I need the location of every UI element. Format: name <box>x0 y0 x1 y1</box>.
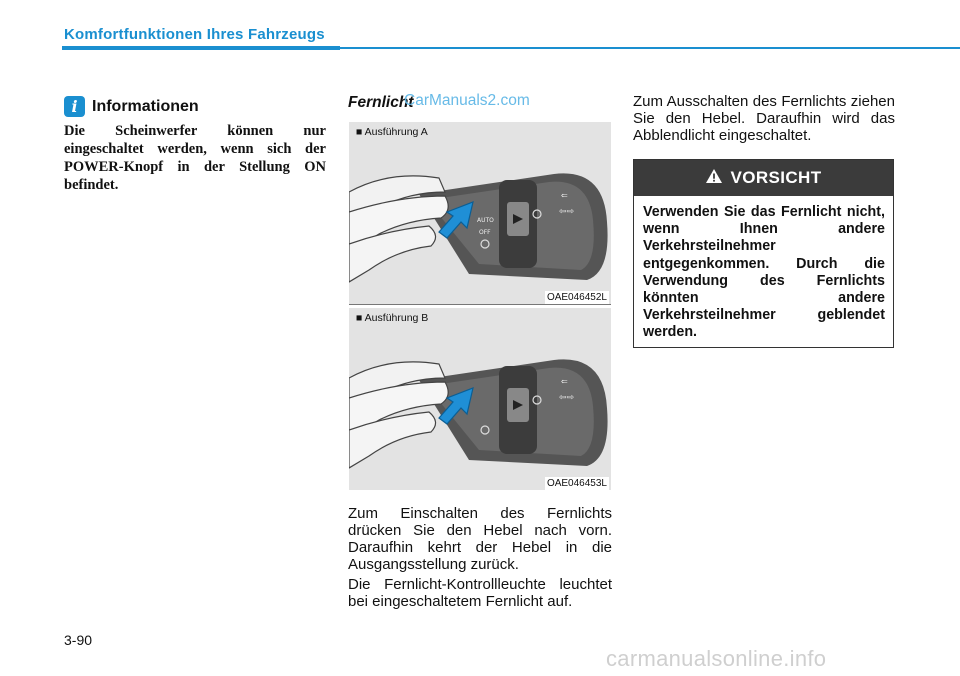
info-title: Informationen <box>92 97 199 115</box>
info-icon: i <box>64 96 85 117</box>
svg-text:⇐: ⇐ <box>561 191 568 200</box>
figure-version-b <box>349 308 611 490</box>
paragraph-high-beam-off: Zum Ausschalten des Fernlichts ziehen Sie den Hebel. Daraufhin wird das Abblendlicht eingeschaltet. <box>633 93 895 144</box>
figure-code: OAE046453L <box>546 478 607 489</box>
caution-title: VORSICHT <box>730 168 822 187</box>
figure-label: ■ Ausführung B <box>356 312 429 324</box>
info-text: Die Scheinwerfer können nur eingeschaltet werden, wenn sich der POWER-Knopf in der Stellung ON befindet. <box>64 123 326 193</box>
caution-text: Verwenden Sie das Fernlicht nicht, wenn Ihnen andere Verkehrsteilnehmer entgegenkommen. Durch die Verwendung des Fernlichts könnten andere Verkehrsteilnehmer geblendet werden. <box>643 204 885 341</box>
figure-separator <box>349 304 611 305</box>
svg-text:OFF: OFF <box>479 229 491 236</box>
svg-text:⇐: ⇐ <box>561 377 568 386</box>
header-title: Komfortfunktionen Ihres Fahrzeugs <box>64 26 325 43</box>
caution-box <box>633 159 894 348</box>
warning-triangle-icon <box>705 168 723 189</box>
section-title: Fernlicht <box>348 94 414 111</box>
info-heading <box>64 96 199 117</box>
figure-code: OAE046452L <box>546 292 607 303</box>
watermark: CarManuals2.com <box>404 92 530 109</box>
header-rule-thick <box>62 46 340 50</box>
svg-text:AUTO: AUTO <box>477 217 494 224</box>
paragraph-indicator: Die Fernlicht-Kontrollleuchte leuchtet bei eingeschaltetem Fernlicht auf. <box>348 576 612 610</box>
caution-header <box>634 160 893 196</box>
svg-text:⇦⇨: ⇦⇨ <box>559 207 575 217</box>
paragraph-high-beam-on: Zum Einschalten des Fernlichts drücken Sie den Hebel nach vorn. Daraufhin kehrt der Hebel in die Ausgangsstellung zurück. <box>348 505 612 573</box>
lever-illustration <box>349 122 611 304</box>
site-watermark: carmanualsonline.info <box>606 646 827 671</box>
figure-version-a <box>349 122 611 304</box>
svg-text:⇦⇨: ⇦⇨ <box>559 393 575 403</box>
figure-label: ■ Ausführung A <box>356 126 428 138</box>
lever-illustration <box>349 308 611 490</box>
header-rule-thin <box>340 47 960 49</box>
page-number: 3-90 <box>64 632 93 648</box>
